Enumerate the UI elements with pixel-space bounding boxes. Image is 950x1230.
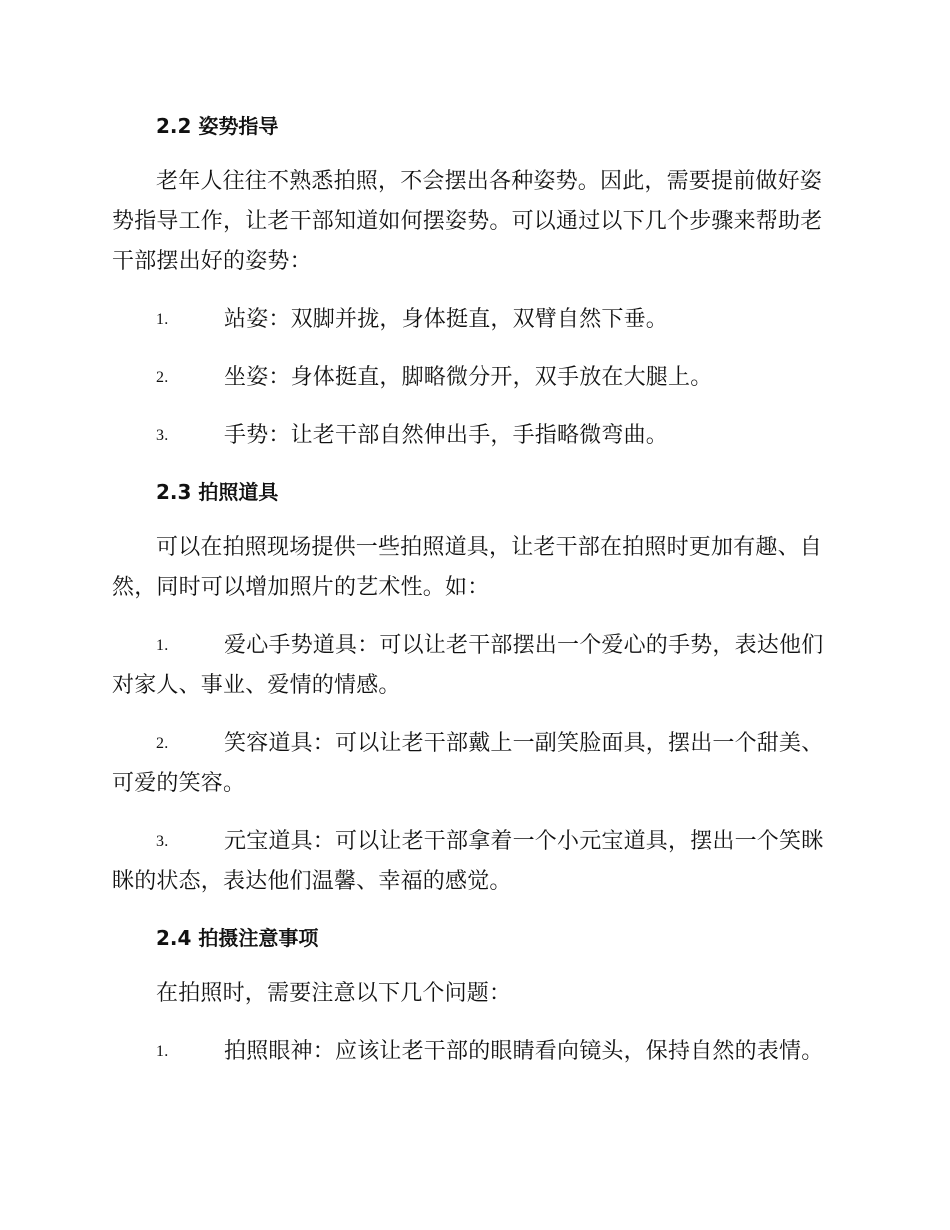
list-item-number: 1. xyxy=(156,311,169,328)
list-item-number: 1. xyxy=(156,1043,169,1060)
section-intro-2-2: 老年人往往不熟悉拍照，不会摆出各种姿势。因此，需要提前做好姿势指导工作，让老干部知道如何摆姿势。可以通过以下几个步骤来帮助老干部摆出好的姿势： xyxy=(112,169,823,274)
list-item xyxy=(112,358,832,398)
section-heading-2-2: 2.2 姿势指导 xyxy=(156,114,279,138)
list-item-number: 1. xyxy=(156,637,169,654)
notes-list-2-4 xyxy=(112,1032,832,1072)
section-intro-2-3: 可以在拍照现场提供一些拍照道具，让老干部在拍照时更加有趣、自然，同时可以增加照片的艺术性。如： xyxy=(112,535,823,600)
section-intro-2-4: 在拍照时，需要注意以下几个问题： xyxy=(156,981,512,1006)
list-item-number: 3. xyxy=(156,833,169,850)
section-heading-2-3: 2.3 拍照道具 xyxy=(156,480,279,504)
list-item-text: 爱心手势道具：可以让老干部摆出一个爱心的手势，表达他们对家人、事业、爱情的情感。 xyxy=(112,633,824,698)
list-item-number: 2. xyxy=(156,735,169,752)
list-item xyxy=(112,416,832,456)
list-item xyxy=(112,1032,832,1072)
section-heading-2-4: 2.4 拍摄注意事项 xyxy=(156,926,319,950)
list-item xyxy=(112,822,832,902)
steps-list-2-2 xyxy=(112,300,832,456)
list-item xyxy=(112,300,832,340)
list-item xyxy=(112,724,832,804)
list-item-number: 2. xyxy=(156,369,169,386)
list-item-text: 元宝道具：可以让老干部拿着一个小元宝道具，摆出一个笑眯眯的状态，表达他们温馨、幸福的感觉。 xyxy=(112,829,824,894)
list-item-text: 拍照眼神：应该让老干部的眼睛看向镜头，保持自然的表情。 xyxy=(224,1039,824,1064)
document-body xyxy=(112,108,832,1090)
list-item xyxy=(112,626,832,706)
list-item-text: 坐姿：身体挺直，脚略微分开，双手放在大腿上。 xyxy=(224,365,713,390)
list-item-text: 笑容道具：可以让老干部戴上一副笑脸面具，摆出一个甜美、可爱的笑容。 xyxy=(112,731,824,796)
list-item-number: 3. xyxy=(156,427,169,444)
props-list-2-3 xyxy=(112,626,832,902)
list-item-text: 站姿：双脚并拢，身体挺直，双臂自然下垂。 xyxy=(224,307,669,332)
list-item-text: 手势：让老干部自然伸出手，手指略微弯曲。 xyxy=(224,423,669,448)
